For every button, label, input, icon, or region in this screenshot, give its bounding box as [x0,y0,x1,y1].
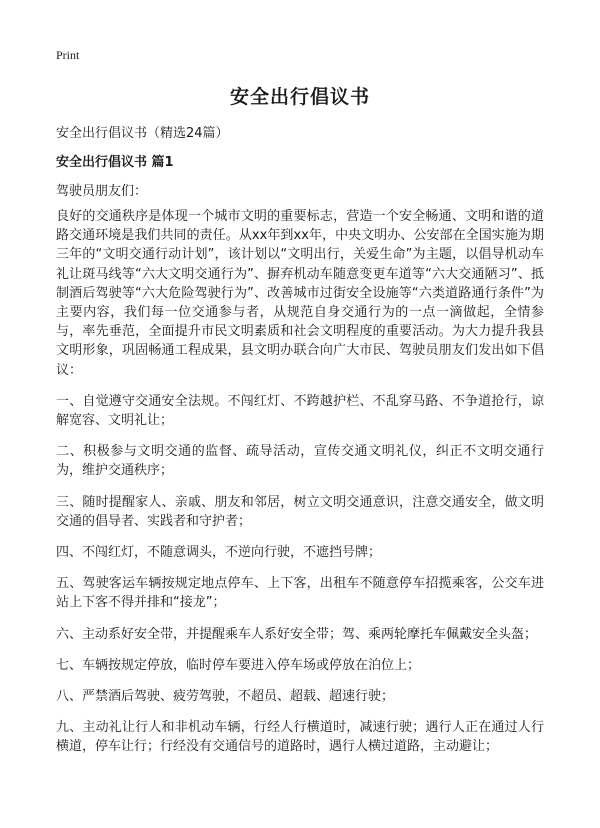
proposal-item-2: 二、积极参与文明交通的监督、疏导活动，宣传交通文明礼仪，纠正不文明交通行为，维护交通秩序； [56,444,544,479]
proposal-item-6: 六、主动系好安全带，并提醒乘车人系好安全带；驾、乘两轮摩托车佩戴安全头盔； [56,626,538,642]
print-label: Print [56,48,80,62]
page-title: 安全出行倡议书 [229,86,370,108]
proposal-item-4: 四、不闯红灯，不随意调头，不逆向行驶，不遮挡号牌； [56,545,382,561]
intro-paragraph: 良好的交通秩序是体现一个城市文明的重要标志，营造一个安全畅通、文明和谐的道路交通环境是我们共同的责任。从xx年到xx年，中央文明办、公安部在全国实施为期三年的“文明交通行动计划”，该计划以“文明出行，关爱生命”为主题，以倡导机动车礼让斑马线等“六大文明交通行为”、摒弃机动车随意变更车道等“六大交通陋习”、抵制酒后驾驶等“六大危险驾驶行为”、改善城市过街安全设施等“六类道路通行条件”为主要内容，我们每一位交通参与者，从规范自身交通行为的一点一滴做起，全情参与，率先垂范，全面提升市民文明素质和社会文明程度的重要活动。为大力提升我县文明形象，巩固畅通工程成果，县文明办联合向广大市民、驾驶员朋友们发出如下倡议： [56,209,544,378]
greeting-line: 驾驶员朋友们： [56,184,148,199]
proposal-item-8: 八、严禁酒后驾驶、疲劳驾驶，不超员、超载、超速行驶； [56,689,395,705]
proposal-item-1: 一、自觉遵守交通安全法规。不闯红灯、不跨越护栏、不乱穿马路、不争道抢行，谅解宽容、文明礼让； [56,393,544,429]
section-heading: 安全出行倡议书 篇1 [56,155,174,170]
proposal-item-7: 七、车辆按规定停放，临时停车要进入停车场或停放在泊位上； [56,657,421,673]
document-subtitle: 安全出行倡议书（精选24篇） [56,126,229,141]
proposal-item-5: 五、驾驶客运车辆按规定地点停车、上下客，出租车不随意停车招揽乘客，公交车进站上下客不得并排和“接龙”； [56,576,544,611]
document-body [56,207,544,757]
proposal-item-9: 九、主动礼让行人和非机动车辆，行经人行横道时，减速行驶；遇行人正在通过人行横道，停车让行；行经没有交通信号的道路时，遇行人横过道路，主动避让； [56,720,544,755]
proposal-item-3: 三、随时提醒家人、亲戚、朋友和邻居，树立文明交通意识，注意交通安全，做文明交通的倡导者、实践者和守护者； [56,494,544,529]
